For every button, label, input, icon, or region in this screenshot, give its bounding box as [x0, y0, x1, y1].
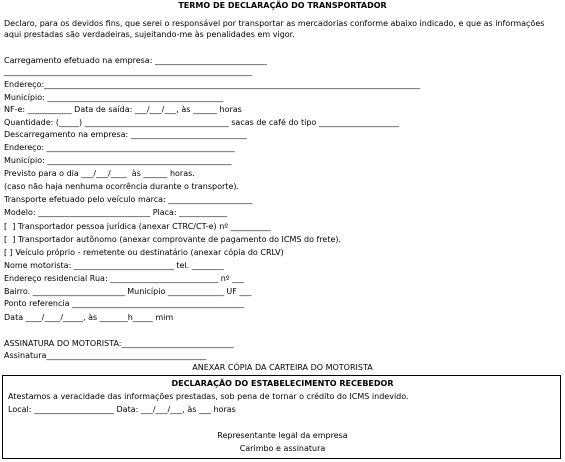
veiculo-proprio-option: [ ] Veículo próprio - remetente ou destinatário (anexar cópia do CRLV) — [4, 248, 284, 257]
intro-line-1: Declaro, para os devidos fins, que serei o responsável por transportar as mercadorias conforme abaixo indicado, e que as informações — [4, 19, 545, 28]
ocorrencia-note: (caso não haja nenhuma ocorrência durante o transporte). — [4, 182, 240, 191]
data-line: Data ____/____/_____, às _______h_____ mim — [4, 313, 174, 322]
receiver-title: DECLARAÇÃO DO ESTABELECIMENTO RECEBEDOR — [171, 379, 394, 388]
receiver-local-line: Local: ____________________ Data: ___/___/___, às ___ horas — [8, 405, 236, 414]
representante-label: Representante legal da empresa — [217, 431, 348, 440]
carregamento-line: Carregamento efetuado na empresa: ____________________________ — [4, 56, 267, 65]
anexar-carteira-note: ANEXAR CÓPIA DA CARTEIRA DO MOTORISTA — [192, 363, 373, 372]
endereco-residencial-line: Endereço residencial Rua: ___________________________ nº ___ — [4, 274, 245, 283]
previsto-line: Previsto para o dia ___/___/____ às ______ horas. — [4, 169, 195, 178]
descarregamento-line: Descarregamento na empresa: _____________________________ — [4, 130, 247, 139]
intro-line-2: aqui prestadas são verdadeiras, sujeitando-me às penalidades em vigor. — [4, 30, 295, 39]
pessoa-juridica-option: [ ] Transportador pessoa jurídica (anexar CTRC/CT-e) nº __________ — [4, 222, 271, 231]
nfe-line: NF-e: ___________ Data de saída: ___/___/___, às ______ horas — [4, 105, 242, 114]
endereco-descarga-line: Endereço: _______________________________________________ — [4, 143, 235, 152]
modelo-placa-line: Modelo: ____________________________ Placa: ____________ — [4, 208, 228, 217]
endereco-line: Endereço:______________________________________________________________________________________________ — [4, 80, 421, 89]
ponto-referencia-line: Ponto referencia ___________________________________________ — [4, 299, 245, 308]
document-title: TERMO DE DECLARAÇÃO DO TRANSPORTADOR — [178, 1, 387, 10]
quantidade-line: Quantidade: (_____) ____________________________________ sacas de café do tipo ____________________ — [4, 118, 399, 127]
carimbo-label: Carimbo e assinatura — [239, 444, 326, 453]
bairro-line: Bairro. _______________________ Município ______________ UF ___ — [4, 287, 252, 296]
assinatura-line: Assinatura________________________________________ — [4, 351, 207, 360]
nome-motorista-line: Nome motorista: _________________________ tel. ________ — [4, 261, 224, 270]
autonomo-option: [ ] Transportador autônomo (anexar comprovante de pagamento do ICMS do frete). — [4, 235, 342, 244]
municipio-line: Município: ____________________________________________ — [4, 93, 224, 102]
assinatura-motorista-line: ASSINATURA DO MOTORISTA:____________________________ — [4, 339, 234, 348]
receiver-attestation: Atestamos a veracidade das informações prestadas, sob pena de tornar o crédito do ICMS indevido. — [8, 392, 409, 401]
carregamento-continuation-line: ______________________________________________________________ — [4, 67, 252, 76]
municipio-descarga-line: Município: ______________________________________________ — [4, 156, 232, 165]
veiculo-marca-line: Transporte efetuado pelo veículo marca: _____________________ — [4, 195, 253, 204]
